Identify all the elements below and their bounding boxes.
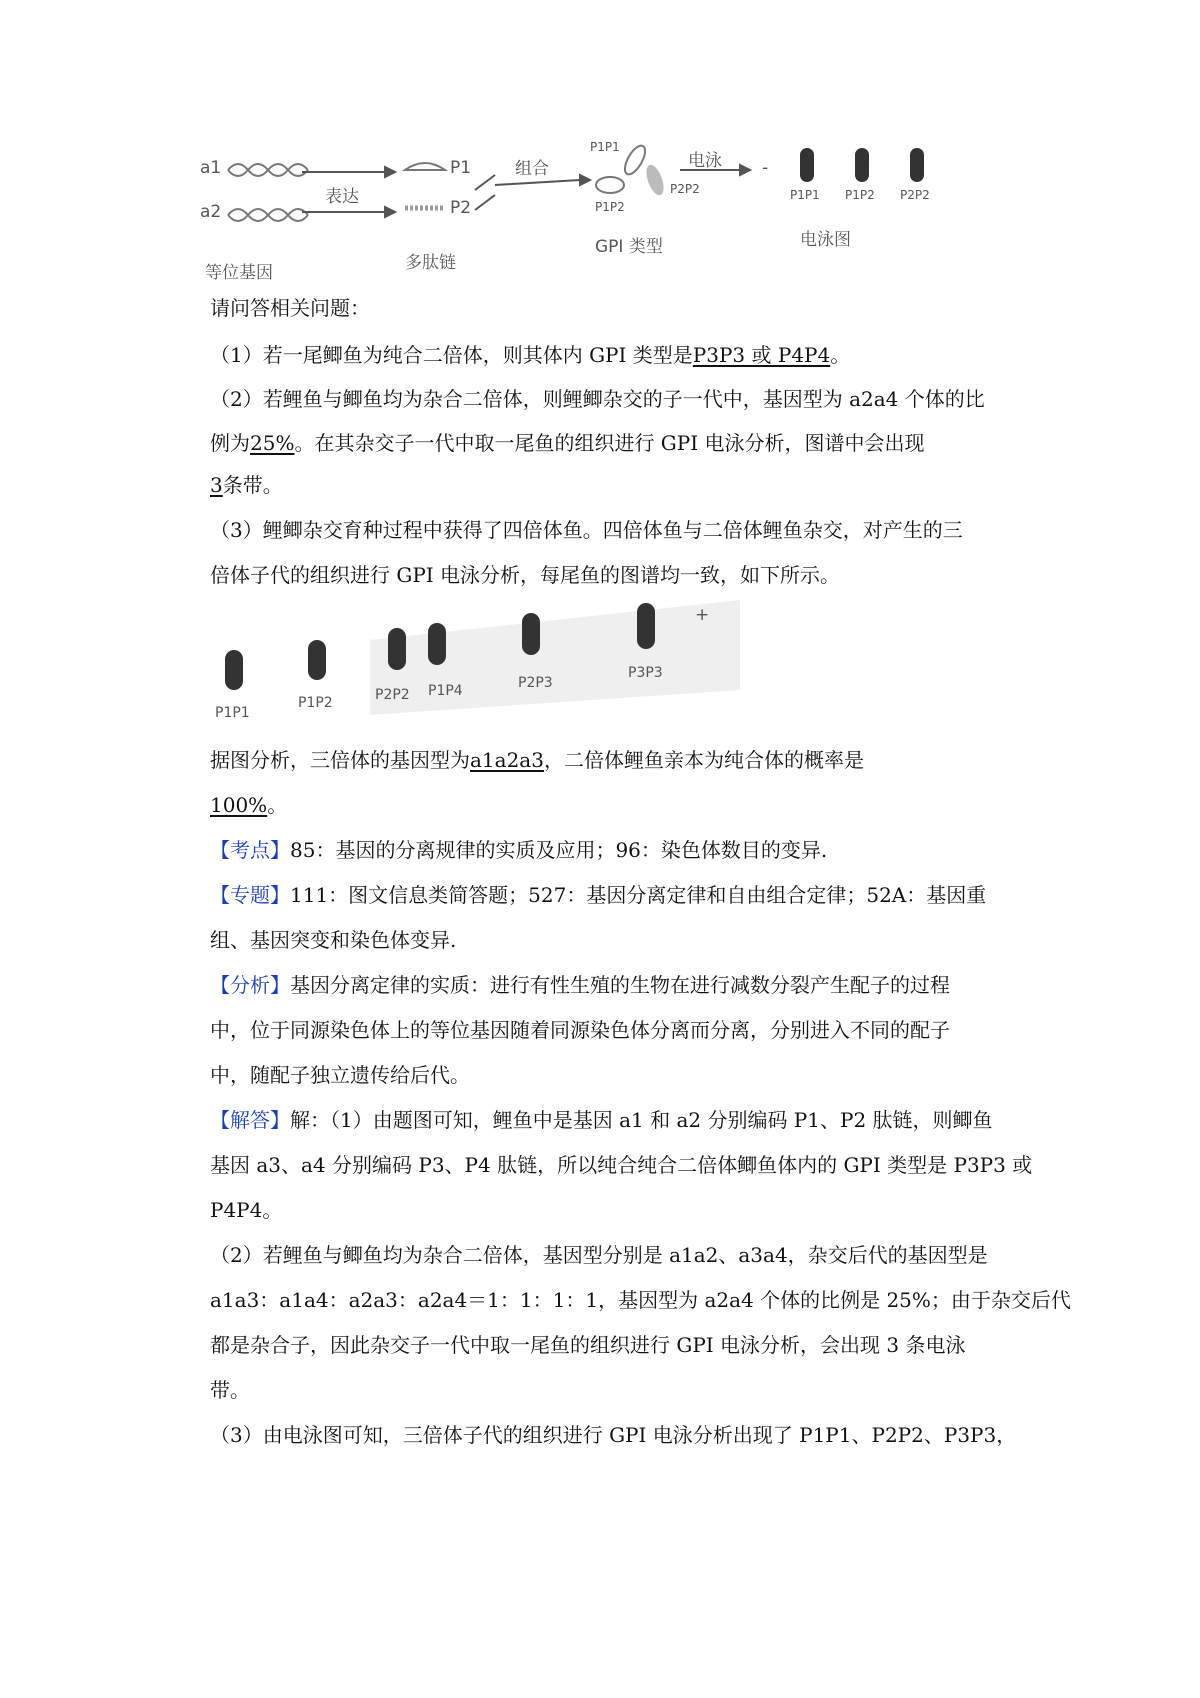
fenxi-line-1 bbox=[210, 970, 1030, 1000]
q2-line-1: （2）若鲤鱼与鲫鱼均为杂合二倍体，则鲤鲫杂交的子一代中，基因型为 a2a4 个体的比 bbox=[210, 387, 985, 411]
zhuanti-line-1 bbox=[210, 880, 1030, 910]
p1-label: P1 bbox=[450, 158, 472, 178]
jieda2-line-1: （2）若鲤鱼与鲫鱼均为杂合二倍体，基因型分别是 a1a2、a3a4，杂交后代的基因型是 bbox=[210, 1243, 988, 1267]
q3-line-4 bbox=[210, 790, 1030, 820]
band-label-2: P1P2 bbox=[845, 188, 875, 202]
q3-line-1: （3）鲤鲫杂交育种过程中获得了四倍体鱼。四倍体鱼与二倍体鲤鱼杂交，对产生的三 bbox=[210, 518, 963, 542]
band-label-3: P2P2 bbox=[900, 188, 930, 202]
caption-peptide: 多肽链 bbox=[405, 253, 456, 273]
minus-sign: - bbox=[762, 158, 769, 178]
q3-line-2: 倍体子代的组织进行 GPI 电泳分析，每尾鱼的图谱均一致，如下所示。 bbox=[210, 563, 841, 587]
gene-a2-label: a2 bbox=[200, 202, 222, 222]
jieda-text-1: 解：（1）由题图可知，鲤鱼中是基因 a1 和 a2 分别编码 P1、P2 肽链，则鲫鱼 bbox=[290, 1108, 993, 1132]
fenxi-line-2: 中，位于同源染色体上的等位基因随着同源染色体分离而分离，分别进入不同的配子 bbox=[210, 1018, 950, 1042]
fenxi-text-1: 基因分离定律的实质：进行有性生殖的生物在进行减数分裂产生配子的过程 bbox=[290, 973, 950, 997]
jieda2-line-4: 带。 bbox=[210, 1378, 250, 1402]
plus-sign: + bbox=[695, 605, 710, 625]
gel-band-label-6: P3P3 bbox=[628, 665, 663, 681]
fenxi-tag: 【分析】 bbox=[210, 973, 290, 997]
fenxi-line-3: 中，随配子独立遗传给后代。 bbox=[210, 1063, 470, 1087]
electro-label: 电泳 bbox=[688, 151, 722, 171]
kaodian-text: 85：基因的分离规律的实质及应用；96：染色体数目的变异. bbox=[290, 838, 828, 862]
q3-answer-2: 100% bbox=[210, 793, 268, 817]
jieda-tag: 【解答】 bbox=[210, 1108, 290, 1132]
combo-p1p2: P1P2 bbox=[595, 200, 625, 214]
gene-expression-diagram bbox=[200, 140, 960, 290]
zhuanti-line-2: 组、基因突变和染色体变异. bbox=[210, 928, 457, 952]
q2-text-b: 。在其杂交子一代中取一尾鱼的组织进行 GPI 电泳分析，图谱中会出现 bbox=[294, 431, 925, 455]
zhuanti-text-1: 111：图文信息类简答题；527：基因分离定律和自由组合定律；52A：基因重 bbox=[290, 883, 987, 907]
caption-genes: 等位基因 bbox=[205, 263, 273, 283]
intro-line: 请问答相关问题： bbox=[210, 296, 370, 320]
gel-band-label-2: P1P2 bbox=[298, 695, 333, 711]
figure-gpi-process bbox=[200, 140, 960, 290]
gel-band-label-4: P1P4 bbox=[428, 683, 463, 699]
figure-triploid-electrophoresis bbox=[200, 595, 740, 735]
kaodian-line bbox=[210, 835, 1030, 865]
jieda-line-1 bbox=[210, 1105, 1030, 1135]
q3-text-a: 据图分析，三倍体的基因型为 bbox=[210, 748, 470, 772]
q2-line-3 bbox=[210, 470, 1030, 500]
express-label: 表达 bbox=[325, 187, 359, 207]
combo-p2p2: P2P2 bbox=[670, 182, 700, 196]
caption-electro: 电泳图 bbox=[800, 230, 851, 250]
q1-end: 。 bbox=[830, 343, 851, 367]
q3-line-3 bbox=[210, 745, 1030, 775]
p2-label: P2 bbox=[450, 198, 472, 218]
q1-answer: P3P3 或 P4P4 bbox=[692, 343, 831, 367]
caption-gpi: GPI 类型 bbox=[595, 237, 663, 257]
zhuanti-tag: 【专题】 bbox=[210, 883, 290, 907]
q2-answer-2: 3 bbox=[210, 473, 223, 497]
gel-band-label-5: P2P3 bbox=[518, 675, 553, 691]
jieda-line-3: P4P4。 bbox=[210, 1198, 283, 1222]
q2-line-2 bbox=[210, 428, 1030, 458]
q3-text-b: ，二倍体鲤鱼亲本为纯合体的概率是 bbox=[543, 748, 864, 772]
q2-text-a: 例为 bbox=[210, 431, 250, 455]
jieda3-line-1: （3）由电泳图可知，三倍体子代的组织进行 GPI 电泳分析出现了 P1P1、P2P2、P3P3， bbox=[210, 1423, 1017, 1447]
jieda-line-2: 基因 a3、a4 分别编码 P3、P4 肽链，所以纯合纯合二倍体鲫鱼体内的 GPI 类型是 P3P3 或 bbox=[210, 1153, 1033, 1177]
q3-end: 。 bbox=[267, 793, 288, 817]
gene-a1-label: a1 bbox=[200, 158, 222, 178]
q3-answer-1: a1a2a3 bbox=[470, 748, 544, 772]
kaodian-tag: 【考点】 bbox=[210, 838, 290, 862]
q1-text: （1）若一尾鲫鱼为纯合二倍体，则其体内 GPI 类型是 bbox=[210, 343, 693, 367]
band-label-1: P1P1 bbox=[790, 188, 820, 202]
gel-band-label-1: P1P1 bbox=[215, 705, 250, 721]
q1-line bbox=[210, 340, 1030, 370]
q2-answer-1: 25% bbox=[250, 431, 295, 455]
gel-band-label-3: P2P2 bbox=[375, 687, 410, 703]
combo-p1p1: P1P1 bbox=[590, 140, 620, 154]
combine-label: 组合 bbox=[515, 159, 549, 179]
q2-text-c: 条带。 bbox=[222, 473, 283, 497]
jieda2-line-2: a1a3：a1a4：a2a3：a2a4＝1：1：1：1，基因型为 a2a4 个体的比例是 25%；由于杂交后代 bbox=[210, 1288, 1071, 1312]
jieda2-line-3: 都是杂合子，因此杂交子一代中取一尾鱼的组织进行 GPI 电泳分析，会出现 3 条电泳 bbox=[210, 1333, 966, 1357]
